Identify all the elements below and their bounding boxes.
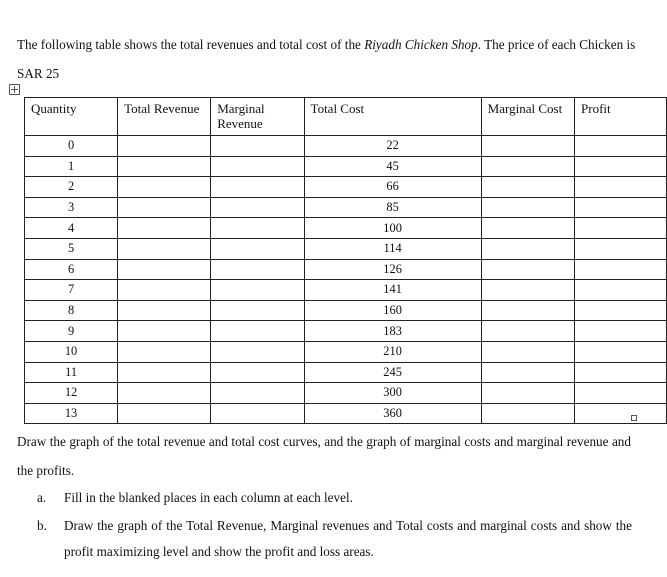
cell-marginal-cost[interactable] [481, 403, 574, 424]
cell-quantity: 7 [25, 280, 118, 301]
cell-total-revenue[interactable] [118, 341, 211, 362]
cell-quantity: 4 [25, 218, 118, 239]
table-row [25, 383, 667, 404]
cell-marginal-cost[interactable] [481, 218, 574, 239]
cell-profit[interactable] [575, 300, 667, 321]
cell-marginal-revenue[interactable] [211, 259, 304, 280]
cell-marginal-cost[interactable] [481, 238, 574, 259]
cell-total-cost: 141 [304, 280, 481, 301]
table-row [25, 300, 667, 321]
cell-profit[interactable] [575, 259, 667, 280]
cell-marginal-revenue[interactable] [211, 177, 304, 198]
table-resize-handle-icon[interactable] [631, 415, 637, 421]
cell-quantity: 2 [25, 177, 118, 198]
cell-total-revenue[interactable] [118, 238, 211, 259]
table-row [25, 321, 667, 342]
cell-total-revenue[interactable] [118, 156, 211, 177]
cell-quantity: 0 [25, 136, 118, 157]
cell-total-revenue[interactable] [118, 403, 211, 424]
table-row [25, 177, 667, 198]
intro-text-1: The following table shows the total revenues and total cost of the [17, 37, 365, 52]
cell-total-revenue[interactable] [118, 280, 211, 301]
cell-marginal-cost[interactable] [481, 197, 574, 218]
cell-total-revenue[interactable] [118, 136, 211, 157]
task-marker: b. [37, 518, 47, 533]
cell-marginal-revenue[interactable] [211, 383, 304, 404]
table-move-handle-icon[interactable] [9, 84, 20, 95]
cell-profit[interactable] [575, 177, 667, 198]
cell-marginal-cost[interactable] [481, 321, 574, 342]
cell-marginal-cost[interactable] [481, 280, 574, 301]
task-list [37, 485, 632, 565]
cell-total-revenue[interactable] [118, 218, 211, 239]
cell-marginal-cost[interactable] [481, 341, 574, 362]
cell-total-cost: 114 [304, 238, 481, 259]
cell-total-cost: 22 [304, 136, 481, 157]
table-row [25, 238, 667, 259]
table-row [25, 156, 667, 177]
cell-total-revenue[interactable] [118, 362, 211, 383]
table-body [25, 136, 667, 424]
cell-total-cost: 183 [304, 321, 481, 342]
header-quantity: Quantity [25, 98, 118, 136]
cell-marginal-cost[interactable] [481, 259, 574, 280]
cell-total-revenue[interactable] [118, 177, 211, 198]
table-header-row [25, 98, 667, 136]
table-row [25, 259, 667, 280]
cell-total-cost: 300 [304, 383, 481, 404]
task-text: Fill in the blanked places in each column at each level. [64, 490, 353, 505]
cell-profit[interactable] [575, 218, 667, 239]
cell-total-cost: 360 [304, 403, 481, 424]
table-row [25, 403, 667, 424]
instructions-paragraph: Draw the graph of the total revenue and total cost curves, and the graph of marginal costs and marginal revenue and the profits. [17, 434, 631, 478]
cell-profit[interactable] [575, 341, 667, 362]
intro-text-2: . The price of each Chicken is SAR 25 [17, 37, 636, 81]
cell-total-cost: 210 [304, 341, 481, 362]
cell-total-cost: 85 [304, 197, 481, 218]
cell-marginal-revenue[interactable] [211, 136, 304, 157]
cell-profit[interactable] [575, 197, 667, 218]
cell-profit[interactable] [575, 238, 667, 259]
cell-quantity: 3 [25, 197, 118, 218]
cell-quantity: 9 [25, 321, 118, 342]
cell-marginal-revenue[interactable] [211, 403, 304, 424]
header-total-cost: Total Cost [304, 98, 481, 136]
cell-marginal-cost[interactable] [481, 362, 574, 383]
task-text: Draw the graph of the Total Revenue, Marginal revenues and Total costs and marginal costs and show the profit maximizing level and show the profit and loss areas. [64, 518, 632, 559]
intro-paragraph [17, 30, 649, 88]
cell-profit[interactable] [575, 156, 667, 177]
cost-revenue-table [24, 97, 667, 424]
cell-profit[interactable] [575, 362, 667, 383]
cell-quantity: 5 [25, 238, 118, 259]
header-profit: Profit [575, 98, 667, 136]
cell-marginal-revenue[interactable] [211, 280, 304, 301]
table-row [25, 197, 667, 218]
cell-profit[interactable] [575, 321, 667, 342]
cell-quantity: 1 [25, 156, 118, 177]
table-row [25, 341, 667, 362]
cell-total-revenue[interactable] [118, 300, 211, 321]
task-item-b [37, 513, 632, 565]
cell-total-cost: 160 [304, 300, 481, 321]
table-row [25, 136, 667, 157]
header-marginal-revenue: Marginal Revenue [211, 98, 304, 136]
cell-profit[interactable] [575, 136, 667, 157]
header-total-revenue: Total Revenue [118, 98, 211, 136]
cell-total-cost: 45 [304, 156, 481, 177]
cell-marginal-revenue[interactable] [211, 362, 304, 383]
cell-total-revenue[interactable] [118, 321, 211, 342]
cell-quantity: 13 [25, 403, 118, 424]
header-marginal-cost: Marginal Cost [481, 98, 574, 136]
cell-marginal-revenue[interactable] [211, 156, 304, 177]
cell-marginal-cost[interactable] [481, 177, 574, 198]
cell-marginal-cost[interactable] [481, 156, 574, 177]
cell-total-cost: 100 [304, 218, 481, 239]
cell-marginal-cost[interactable] [481, 136, 574, 157]
shop-name: Riyadh Chicken Shop [364, 37, 478, 52]
cell-marginal-revenue[interactable] [211, 238, 304, 259]
cell-total-cost: 66 [304, 177, 481, 198]
cell-total-cost: 245 [304, 362, 481, 383]
cell-marginal-cost[interactable] [481, 383, 574, 404]
cell-quantity: 6 [25, 259, 118, 280]
cell-total-cost: 126 [304, 259, 481, 280]
table-row [25, 362, 667, 383]
cell-marginal-revenue[interactable] [211, 218, 304, 239]
cell-total-revenue[interactable] [118, 197, 211, 218]
cell-marginal-revenue[interactable] [211, 341, 304, 362]
cell-marginal-cost[interactable] [481, 300, 574, 321]
task-item-a [37, 485, 632, 511]
cell-marginal-revenue[interactable] [211, 197, 304, 218]
cell-profit[interactable] [575, 383, 667, 404]
cell-marginal-revenue[interactable] [211, 321, 304, 342]
table-row [25, 218, 667, 239]
cell-total-revenue[interactable] [118, 383, 211, 404]
cell-total-revenue[interactable] [118, 259, 211, 280]
cell-profit[interactable] [575, 280, 667, 301]
task-marker: a. [37, 490, 47, 505]
cell-quantity: 10 [25, 341, 118, 362]
cell-profit[interactable] [575, 403, 667, 424]
cell-quantity: 8 [25, 300, 118, 321]
cell-marginal-revenue[interactable] [211, 300, 304, 321]
cell-quantity: 12 [25, 383, 118, 404]
cell-quantity: 11 [25, 362, 118, 383]
table-row [25, 280, 667, 301]
